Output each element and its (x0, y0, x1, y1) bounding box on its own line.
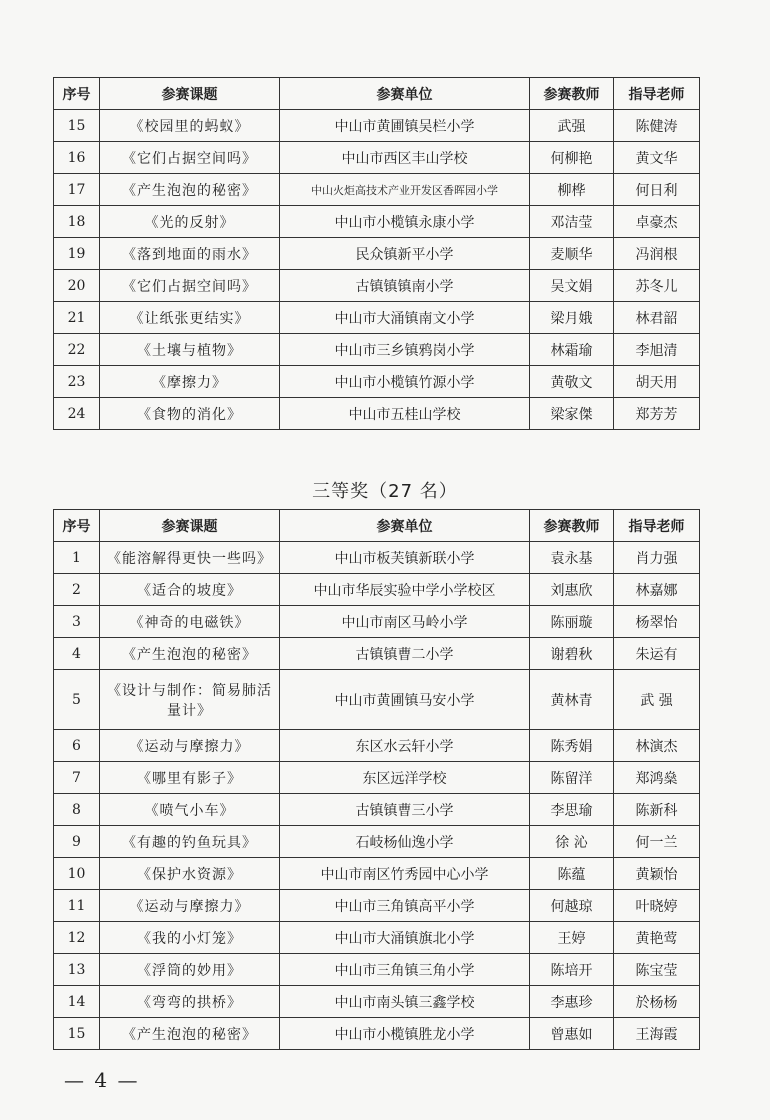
table-row (54, 858, 700, 890)
cell-topic: 《产生泡泡的秘密》 (100, 174, 280, 206)
cell-unit: 中山市黄圃镇吴栏小学 (280, 110, 530, 142)
table-row (54, 890, 700, 922)
table-row (54, 302, 700, 334)
cell-teacher: 陈培开 (530, 954, 614, 986)
header-topic: 参赛课题 (100, 510, 280, 542)
cell-unit: 古镇镇曹三小学 (280, 794, 530, 826)
cell-advisor: 王海霞 (614, 1018, 700, 1050)
table-row (54, 574, 700, 606)
cell-topic: 《设计与制作：简易肺活量计》 (100, 670, 280, 730)
cell-advisor: 黄颖怡 (614, 858, 700, 890)
table-row (54, 730, 700, 762)
cell-advisor: 何日利 (614, 174, 700, 206)
cell-teacher: 麦顺华 (530, 238, 614, 270)
cell-advisor: 冯润根 (614, 238, 700, 270)
cell-advisor: 林君韶 (614, 302, 700, 334)
cell-index: 2 (54, 574, 100, 606)
cell-topic: 《它们占据空间吗》 (100, 270, 280, 302)
cell-teacher: 李惠珍 (530, 986, 614, 1018)
cell-advisor: 郑芳芳 (614, 398, 700, 430)
table-row (54, 270, 700, 302)
cell-advisor: 何一兰 (614, 826, 700, 858)
cell-unit: 中山市三角镇高平小学 (280, 890, 530, 922)
cell-unit: 民众镇新平小学 (280, 238, 530, 270)
cell-topic: 《落到地面的雨水》 (100, 238, 280, 270)
cell-index: 4 (54, 638, 100, 670)
cell-advisor: 卓豪杰 (614, 206, 700, 238)
table-row (54, 794, 700, 826)
cell-unit: 古镇镇曹二小学 (280, 638, 530, 670)
cell-teacher: 李思瑜 (530, 794, 614, 826)
cell-unit: 石岐杨仙逸小学 (280, 826, 530, 858)
cell-unit: 中山市小榄镇竹源小学 (280, 366, 530, 398)
cell-index: 16 (54, 142, 100, 174)
cell-unit: 中山市大涌镇旗北小学 (280, 922, 530, 954)
header-advisor: 指导老师 (614, 78, 700, 110)
cell-teacher: 柳桦 (530, 174, 614, 206)
table-row (54, 206, 700, 238)
cell-topic: 《它们占据空间吗》 (100, 142, 280, 174)
cell-unit: 中山火炬高技术产业开发区香晖园小学 (280, 174, 530, 206)
cell-topic: 《食物的消化》 (100, 398, 280, 430)
cell-unit: 中山市板芙镇新联小学 (280, 542, 530, 574)
table-header-row (54, 510, 700, 542)
cell-index: 10 (54, 858, 100, 890)
header-index: 序号 (54, 78, 100, 110)
cell-topic: 《能溶解得更快一些吗》 (100, 542, 280, 574)
cell-advisor: 胡天用 (614, 366, 700, 398)
cell-topic: 《校园里的蚂蚁》 (100, 110, 280, 142)
cell-topic: 《哪里有影子》 (100, 762, 280, 794)
cell-teacher: 武强 (530, 110, 614, 142)
cell-index: 11 (54, 890, 100, 922)
cell-unit: 东区远洋学校 (280, 762, 530, 794)
cell-unit: 中山市三乡镇鸦岗小学 (280, 334, 530, 366)
cell-teacher: 曾惠如 (530, 1018, 614, 1050)
table-row (54, 366, 700, 398)
table-row (54, 606, 700, 638)
header-teacher: 参赛教师 (530, 78, 614, 110)
table-row (54, 986, 700, 1018)
cell-advisor: 陈健涛 (614, 110, 700, 142)
cell-index: 20 (54, 270, 100, 302)
cell-teacher: 陈秀娟 (530, 730, 614, 762)
cell-index: 3 (54, 606, 100, 638)
cell-advisor: 武 强 (614, 670, 700, 730)
header-index: 序号 (54, 510, 100, 542)
cell-unit: 中山市西区丰山学校 (280, 142, 530, 174)
cell-advisor: 苏冬儿 (614, 270, 700, 302)
cell-topic: 《适合的坡度》 (100, 574, 280, 606)
cell-index: 9 (54, 826, 100, 858)
cell-advisor: 叶晓婷 (614, 890, 700, 922)
table-row (54, 142, 700, 174)
cell-teacher: 王婷 (530, 922, 614, 954)
table-row (54, 398, 700, 430)
cell-unit: 中山市南区马岭小学 (280, 606, 530, 638)
cell-topic: 《神奇的电磁铁》 (100, 606, 280, 638)
cell-advisor: 於杨杨 (614, 986, 700, 1018)
header-unit: 参赛单位 (280, 510, 530, 542)
table-row (54, 762, 700, 794)
cell-index: 23 (54, 366, 100, 398)
cell-index: 15 (54, 110, 100, 142)
cell-index: 7 (54, 762, 100, 794)
cell-advisor: 李旭清 (614, 334, 700, 366)
cell-topic: 《我的小灯笼》 (100, 922, 280, 954)
cell-advisor: 黄文华 (614, 142, 700, 174)
third-prize-table (53, 509, 700, 1050)
cell-teacher: 吴文娟 (530, 270, 614, 302)
table-row (54, 638, 700, 670)
cell-topic: 《产生泡泡的秘密》 (100, 638, 280, 670)
cell-teacher: 梁月娥 (530, 302, 614, 334)
cell-teacher: 黄林青 (530, 670, 614, 730)
cell-unit: 中山市五桂山学校 (280, 398, 530, 430)
cell-index: 21 (54, 302, 100, 334)
cell-advisor: 陈宝莹 (614, 954, 700, 986)
page-number: — 4 — (64, 1068, 140, 1092)
cell-topic: 《保护水资源》 (100, 858, 280, 890)
cell-advisor: 黄艳莺 (614, 922, 700, 954)
cell-index: 19 (54, 238, 100, 270)
cell-unit: 中山市小榄镇永康小学 (280, 206, 530, 238)
cell-unit: 中山市三角镇三角小学 (280, 954, 530, 986)
header-topic: 参赛课题 (100, 78, 280, 110)
cell-index: 14 (54, 986, 100, 1018)
third-prize-title: 三等奖（27 名） (312, 481, 458, 502)
cell-teacher: 黄敬文 (530, 366, 614, 398)
cell-teacher: 梁家傑 (530, 398, 614, 430)
cell-unit: 中山市黄圃镇马安小学 (280, 670, 530, 730)
cell-unit: 中山市小榄镇胜龙小学 (280, 1018, 530, 1050)
header-advisor: 指导老师 (614, 510, 700, 542)
header-teacher: 参赛教师 (530, 510, 614, 542)
cell-topic: 《运动与摩擦力》 (100, 890, 280, 922)
cell-topic: 《土壤与植物》 (100, 334, 280, 366)
cell-topic: 《弯弯的拱桥》 (100, 986, 280, 1018)
cell-topic: 《喷气小车》 (100, 794, 280, 826)
table-row (54, 334, 700, 366)
cell-index: 8 (54, 794, 100, 826)
cell-topic: 《浮筒的妙用》 (100, 954, 280, 986)
cell-index: 15 (54, 1018, 100, 1050)
table-row (54, 238, 700, 270)
cell-index: 13 (54, 954, 100, 986)
cell-advisor: 郑鸿燊 (614, 762, 700, 794)
cell-topic: 《运动与摩擦力》 (100, 730, 280, 762)
cell-index: 17 (54, 174, 100, 206)
cell-index: 24 (54, 398, 100, 430)
cell-unit: 中山市华辰实验中学小学校区 (280, 574, 530, 606)
cell-unit: 东区水云轩小学 (280, 730, 530, 762)
cell-index: 12 (54, 922, 100, 954)
cell-teacher: 邓洁莹 (530, 206, 614, 238)
table-row (54, 542, 700, 574)
cell-teacher: 徐 沁 (530, 826, 614, 858)
cell-teacher: 刘惠欣 (530, 574, 614, 606)
table-row (54, 922, 700, 954)
cell-advisor: 林嘉娜 (614, 574, 700, 606)
award-table-continued (53, 77, 700, 430)
cell-teacher: 陈留洋 (530, 762, 614, 794)
cell-advisor: 肖力强 (614, 542, 700, 574)
cell-index: 6 (54, 730, 100, 762)
table-row (54, 1018, 700, 1050)
cell-teacher: 陈丽璇 (530, 606, 614, 638)
cell-topic: 《产生泡泡的秘密》 (100, 1018, 280, 1050)
cell-advisor: 陈新科 (614, 794, 700, 826)
cell-unit: 古镇镇镇南小学 (280, 270, 530, 302)
cell-teacher: 林霜瑜 (530, 334, 614, 366)
cell-index: 22 (54, 334, 100, 366)
table-row (54, 826, 700, 858)
cell-index: 18 (54, 206, 100, 238)
cell-topic: 《让纸张更结实》 (100, 302, 280, 334)
cell-index: 5 (54, 670, 100, 730)
table-row (54, 954, 700, 986)
cell-teacher: 何柳艳 (530, 142, 614, 174)
cell-teacher: 何越琼 (530, 890, 614, 922)
header-unit: 参赛单位 (280, 78, 530, 110)
cell-teacher: 袁永基 (530, 542, 614, 574)
cell-teacher: 陈蕴 (530, 858, 614, 890)
cell-topic: 《光的反射》 (100, 206, 280, 238)
cell-advisor: 杨翠怡 (614, 606, 700, 638)
table-row (54, 174, 700, 206)
cell-topic: 《摩擦力》 (100, 366, 280, 398)
cell-unit: 中山市大涌镇南文小学 (280, 302, 530, 334)
cell-unit: 中山市南区竹秀园中心小学 (280, 858, 530, 890)
cell-advisor: 林演杰 (614, 730, 700, 762)
table-row (54, 110, 700, 142)
cell-unit: 中山市南头镇三鑫学校 (280, 986, 530, 1018)
cell-teacher: 谢碧秋 (530, 638, 614, 670)
table-row (54, 670, 700, 730)
cell-topic: 《有趣的钓鱼玩具》 (100, 826, 280, 858)
table-header-row (54, 78, 700, 110)
cell-index: 1 (54, 542, 100, 574)
cell-advisor: 朱运有 (614, 638, 700, 670)
